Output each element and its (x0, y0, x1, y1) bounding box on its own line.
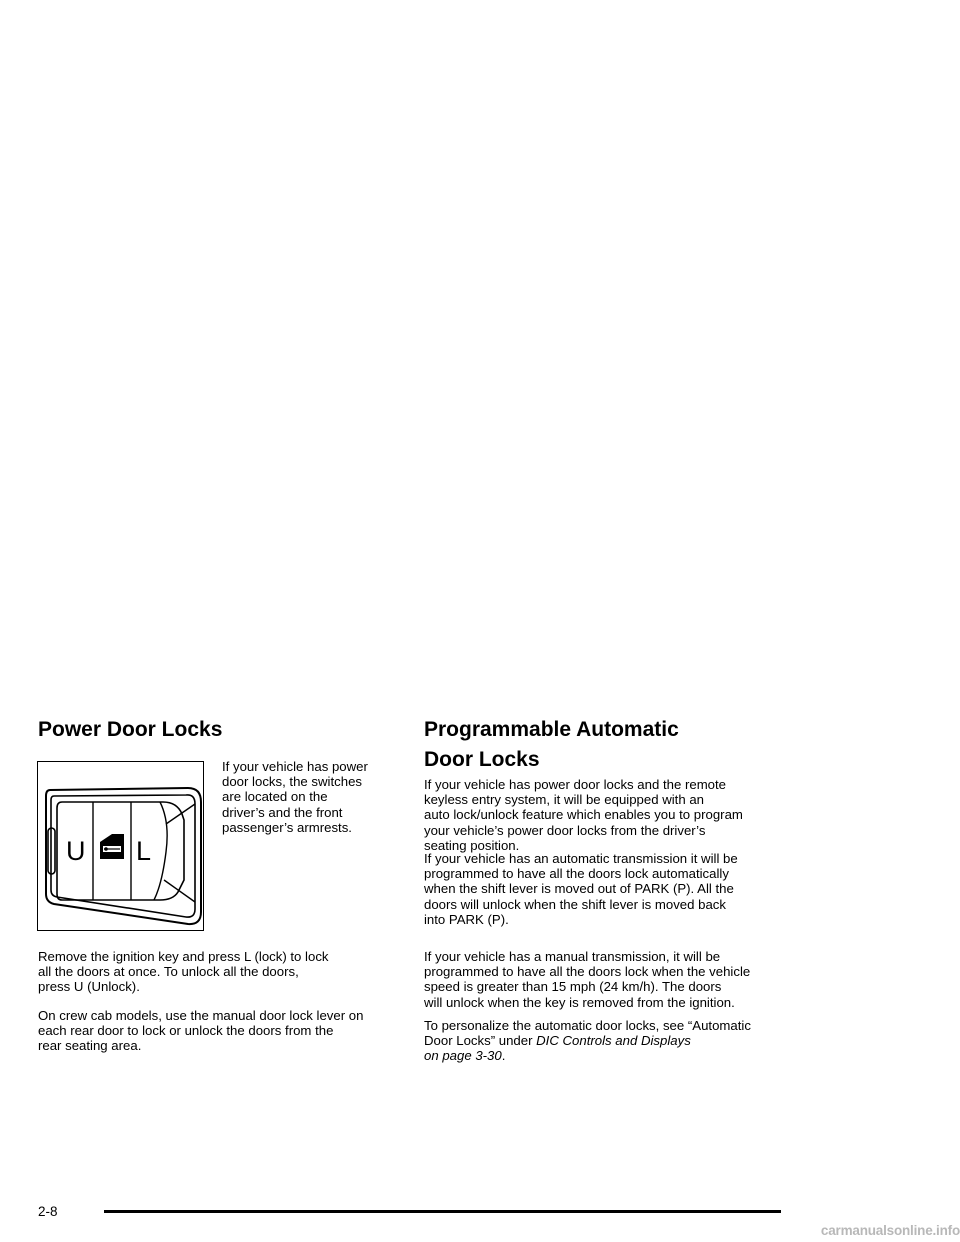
text-line: press U (Unlock). (38, 979, 140, 995)
text-line: Remove the ignition key and press L (lock) to lock (38, 949, 329, 964)
remote-keyless-paragraph (424, 777, 743, 853)
text-line: On crew cab models, use the manual door lock lever on (38, 1008, 364, 1023)
text-line: programmed to have all the doors lock when the vehicle (424, 964, 751, 980)
text-line: all the doors at once. To unlock all the doors, (38, 964, 299, 980)
text-line: door locks, the switches (222, 774, 362, 790)
intro-paragraph (222, 759, 368, 835)
personalize-paragraph (424, 1018, 751, 1064)
section-title-programmable-automatic-door-locks (424, 715, 764, 775)
text-line: If your vehicle has power door locks and the remote (424, 777, 727, 792)
text-line: rear seating area. (38, 1038, 142, 1054)
text-line: will unlock when the key is removed from the ignition. (424, 994, 735, 1010)
text-line: If your vehicle has a manual transmission, it will be (424, 949, 721, 964)
cross-reference-link[interactable]: DIC Controls and Displays (536, 1033, 691, 1049)
cross-reference-page-link[interactable]: on page 3-30 (424, 1048, 502, 1064)
text-line: auto lock/unlock feature which enables you to program (424, 807, 743, 823)
text-line: To personalize the automatic door locks, see “Automatic (424, 1018, 751, 1033)
text-segment: . (501, 1048, 506, 1064)
unlock-letter: U (66, 836, 86, 866)
text-line: doors will unlock when the shift lever is moved back (424, 896, 726, 912)
text-line: each rear door to lock or unlock the doors from the (38, 1023, 334, 1039)
lock-instructions-paragraph (38, 949, 329, 995)
lock-letter: L (136, 836, 152, 866)
text-line: driver’s and the front (222, 804, 343, 820)
text-line: your vehicle’s power door locks from the driver’s (424, 822, 706, 838)
text-line: speed is greater than 15 mph (24 km/h). The doors (424, 979, 722, 995)
door-lock-switch-illustration (37, 761, 204, 931)
section-title-power-door-locks: Power Door Locks (38, 718, 223, 741)
automatic-transmission-paragraph (424, 851, 738, 927)
text-line: If your vehicle has an automatic transmission it will be (424, 851, 738, 866)
text-line: If your vehicle has power (222, 759, 368, 774)
title-line: Door Locks (424, 748, 540, 771)
text-line: passenger’s armrests. (222, 819, 352, 835)
page-number: 2-8 (38, 1204, 58, 1219)
text-line (424, 1033, 751, 1048)
text-line: programmed to have all the doors lock automatically (424, 866, 729, 882)
text-line: when the shift lever is moved out of PARK (P). All the (424, 881, 734, 897)
watermark: carmanualsonline.info (820, 1223, 960, 1238)
door-lock-switch-icon (38, 762, 203, 930)
text-line (424, 1048, 751, 1063)
text-line: into PARK (P). (424, 911, 509, 927)
text-line: are located on the (222, 789, 328, 805)
title-line: Programmable Automatic (424, 718, 679, 741)
text-segment: Door Locks” under (424, 1033, 537, 1049)
crew-cab-paragraph (38, 1008, 363, 1054)
manual-transmission-paragraph (424, 949, 750, 1010)
footer-rule (104, 1210, 781, 1213)
text-line: keyless entry system, it will be equipped with an (424, 792, 704, 808)
text-line: seating position. (424, 837, 520, 853)
